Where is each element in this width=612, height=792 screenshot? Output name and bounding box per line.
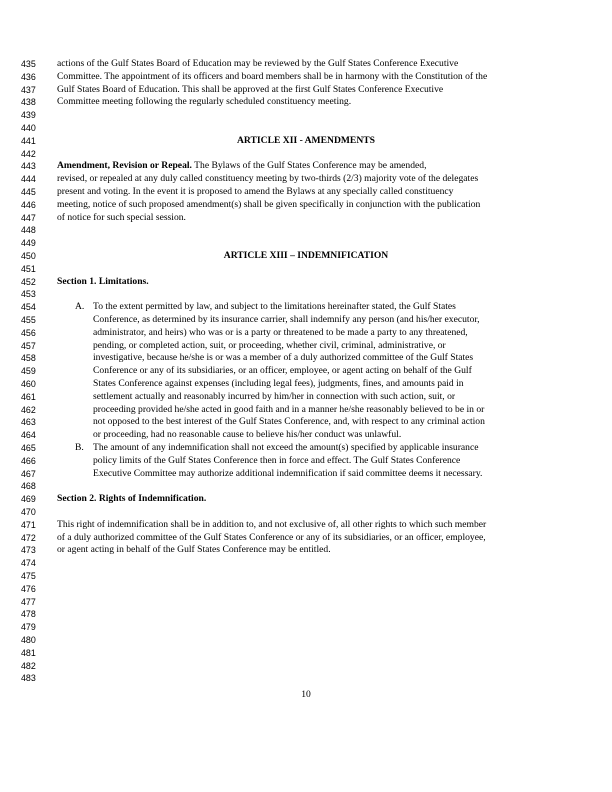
line-number: 460 [21, 379, 36, 389]
page-number: 10 [301, 689, 311, 700]
line-number: 480 [21, 635, 36, 645]
line-number: 461 [21, 391, 36, 402]
line-number: 436 [21, 71, 36, 82]
paragraph-line: This right of indemnification shall be in addition to, and not exclusive of, all other rights to which such member [57, 518, 487, 530]
line-number: 451 [21, 263, 36, 274]
list-item-line: settlement actually and reasonably incurred by him/her in connection with such action, suit, or [93, 390, 456, 402]
line-number: 445 [21, 187, 36, 197]
line-number: 470 [21, 507, 36, 517]
line-number: 452 [21, 276, 36, 287]
line-number: 471 [21, 519, 36, 530]
section-2-title: Section 2. Rights of Indemnification. [57, 493, 207, 505]
amendment-lead-text: The Bylaws of the Gulf States Conference may be amended, [191, 160, 427, 172]
line-number: 481 [21, 647, 36, 658]
line-number: 455 [21, 315, 36, 325]
list-item-line: administrator, and heirs) who was or is a party or threatened to be made a party to any threatened, [93, 326, 468, 338]
list-item-line: The amount of any indemnification shall not exceed the amount(s) specified by applicable insurance [93, 442, 479, 453]
line-number: 437 [21, 84, 36, 95]
line-number: 472 [21, 532, 36, 543]
item-b-label: B. [75, 442, 84, 453]
paragraph-line: actions of the Gulf States Board of Education may be reviewed by the Gulf States Conference Executive [57, 58, 459, 69]
line-number: 448 [21, 225, 36, 236]
line-number: 477 [21, 596, 36, 607]
line-number: 435 [21, 59, 36, 69]
line-number: 450 [21, 251, 36, 261]
item-a-label: A. [75, 301, 85, 313]
article-xii-heading: ARTICLE XII - AMENDMENTS [237, 134, 375, 146]
line-number: 475 [21, 571, 36, 581]
list-item-line: Executive Committee may authorize additional indemnification if said committee deems it necessary. [93, 467, 483, 479]
list-item-line: To the extent permitted by law, and subject to the limitations hereinafter stated, the Gulf States [93, 301, 456, 313]
line-number: 476 [21, 583, 36, 594]
line-number: 454 [21, 302, 36, 313]
line-number: 467 [21, 468, 36, 479]
article-xiii-heading: ARTICLE XIII – INDEMNIFICATION [223, 250, 389, 261]
line-number: 466 [21, 455, 36, 466]
line-number: 441 [21, 135, 36, 146]
line-number: 462 [21, 404, 36, 415]
line-number: 474 [21, 558, 36, 569]
line-number: 469 [21, 494, 36, 505]
line-number: 439 [21, 110, 36, 121]
list-item-line: pending, or completed action, suit, or proceeding, whether civil, criminal, administrative, or [93, 339, 446, 351]
line-number: 457 [21, 340, 36, 351]
line-number: 443 [21, 161, 36, 172]
line-number: 479 [21, 622, 36, 633]
list-item-line: or proceeding, had no reasonable cause to believe his/her conduct was unlawful. [93, 429, 402, 441]
line-number: 468 [21, 481, 36, 492]
section-1-title: Section 1. Limitations. [57, 275, 149, 287]
line-number: 438 [21, 97, 36, 108]
paragraph-line: of a duly authorized committee of the Gulf States Conference or any of its subsidiaries, or an officer, employee, [57, 531, 486, 543]
line-number: 458 [21, 353, 36, 364]
paragraph-line: meeting, notice of such proposed amendment(s) shall be given specifically in conjunction with the publication [57, 198, 481, 210]
line-number: 453 [21, 289, 36, 300]
line-number: 444 [21, 174, 36, 185]
line-number: 483 [21, 673, 36, 684]
line-number: 447 [21, 212, 36, 223]
list-item-line: States Conference against expenses (including legal fees), judgments, fines, and amounts paid in [93, 378, 464, 389]
list-item-line: investigative, because he/she is or was a member of a duly authorized committee of the Gulf States [93, 352, 474, 364]
line-number: 478 [21, 609, 36, 620]
line-number: 449 [21, 238, 36, 249]
line-number: 464 [21, 430, 36, 441]
list-item-line: policy limits of the Gulf States Conference then in force and effect. The Gulf States Conference [93, 454, 461, 466]
line-number: 446 [21, 199, 36, 210]
paragraph-line: or agent acting in behalf of the Gulf States Conference may be entitled. [57, 544, 331, 556]
paragraph-line: Gulf States Board of Education. This shall be approved at the first Gulf States Conference Executive [57, 83, 444, 95]
paragraph-line: Committee. The appointment of its officers and board members shall be in harmony with the Constitution of the [57, 70, 488, 82]
line-number: 459 [21, 366, 36, 377]
line-number: 440 [21, 123, 36, 133]
list-item-line: Conference or any of its subsidiaries, or an officer, employee, or agent acting on behalf of the Gulf [93, 365, 472, 377]
amendment-lead-heading: Amendment, Revision or Repeal. [57, 160, 192, 172]
line-number: 442 [21, 148, 36, 159]
paragraph-line: of notice for such special session. [57, 211, 186, 223]
paragraph-line: present and voting. In the event it is proposed to amend the Bylaws at any specially called constituency [57, 186, 454, 197]
amendment-paragraph-first-line [57, 160, 426, 173]
line-number: 456 [21, 327, 36, 338]
list-item-line: not opposed to the best interest of the Gulf States Conference, and, with respect to any criminal action [93, 416, 485, 428]
list-item-line: proceeding provided he/she acted in good faith and in a manner he/she reasonably believed to be in or [93, 403, 485, 415]
line-number: 465 [21, 443, 36, 453]
line-number: 482 [21, 660, 36, 671]
paragraph-line: Committee meeting following the regularly scheduled constituency meeting. [57, 96, 352, 108]
line-number: 463 [21, 417, 36, 428]
line-number: 473 [21, 545, 36, 556]
paragraph-line: revised, or repealed at any duly called constituency meeting by two-thirds (2/3) majority vote of the delegates [57, 173, 479, 185]
list-item-line: Conference, as determined by its insurance carrier, shall indemnify any person (and his/her executor, [93, 314, 480, 325]
